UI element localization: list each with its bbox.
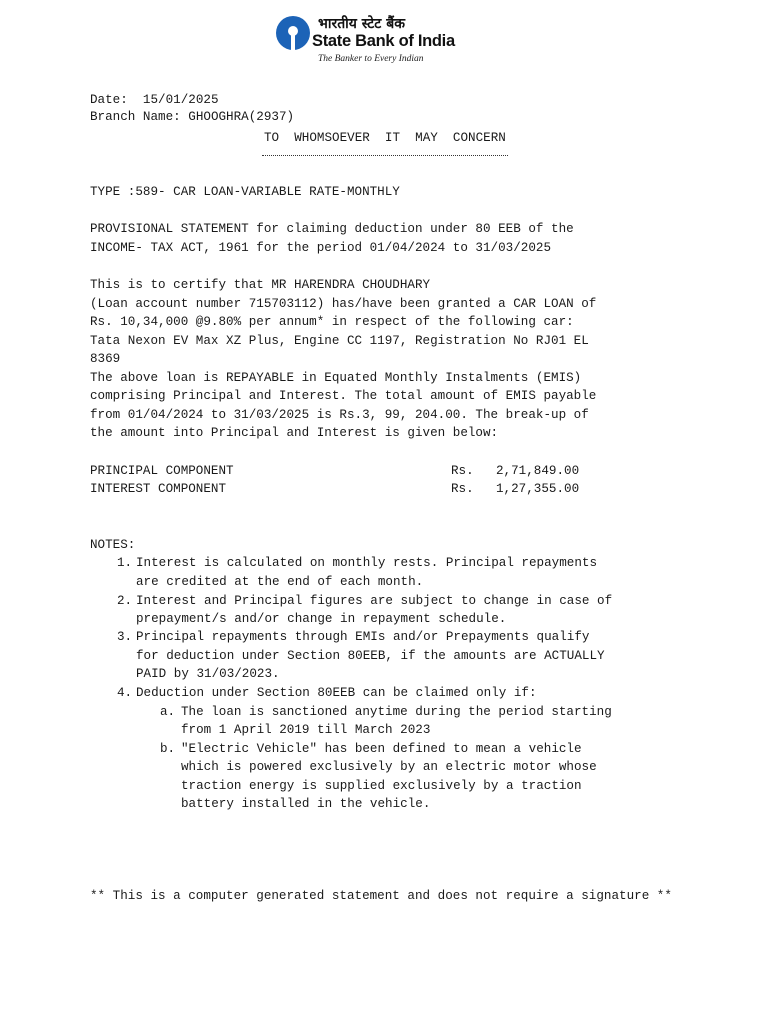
notes-heading: NOTES: [90,538,136,552]
certify-line-4: Tata Nexon EV Max XZ Plus, Engine CC 1197, Registration No RJ01 EL [90,334,589,348]
note-1-line-1: Interest is calculated on monthly rests. Principal repayments [136,556,598,570]
sbi-keyhole-icon [276,16,310,50]
branch-label: Branch Name: [90,110,181,124]
note-1-number: 1. [117,556,133,570]
note-4a-letter: a. [160,705,176,719]
addressee-heading: TO WHOMSOEVER IT MAY CONCERN [264,131,506,145]
branch-line [90,108,294,127]
principal-label: PRINCIPAL COMPONENT [90,464,234,478]
note-4-line-1: Deduction under Section 80EEB can be claimed only if: [136,686,537,700]
note-1-line-2: are credited at the end of each month. [136,575,424,589]
principal-currency: Rs. [451,464,474,478]
note-2-line-1: Interest and Principal figures are subject to change in case of [136,594,613,608]
logo-tagline: The Banker to Every Indian [318,54,424,64]
interest-amount: 1,27,355.00 [496,482,580,496]
note-4a-line-2: from 1 April 2019 till March 2023 [181,723,431,737]
note-3-line-3: PAID by 31/03/2023. [136,667,280,681]
certify-line-8: from 01/04/2024 to 31/03/2025 is Rs.3, 99, 204.00. The break-up of [90,408,589,422]
certify-line-3: Rs. 10,34,000 @9.80% per annum* in respect of the following car: [90,315,574,329]
interest-currency: Rs. [451,482,474,496]
date-line [90,91,219,110]
note-2-number: 2. [117,594,133,608]
interest-label: INTEREST COMPONENT [90,482,227,496]
certify-line-5: 8369 [90,352,121,366]
branch-value: GHOOGHRA(2937) [188,110,295,124]
principal-amount: 2,71,849.00 [496,464,580,478]
certify-line-1: This is to certify that MR HARENDRA CHOUDHARY [90,278,431,292]
note-4b-line-4: battery installed in the vehicle. [181,797,431,811]
certify-line-9: the amount into Principal and Interest is given below: [90,426,499,440]
certify-line-7: comprising Principal and Interest. The total amount of EMIS payable [90,389,597,403]
statement-line-2: INCOME- TAX ACT, 1961 for the period 01/04/2024 to 31/03/2025 [90,241,552,255]
note-4b-line-1: "Electric Vehicle" has been defined to mean a vehicle [181,742,582,756]
note-4b-line-2: which is powered exclusively by an electric motor whose [181,760,597,774]
logo-hindi-text: भारतीय स्टेट बैंक [318,16,405,32]
loan-type-line: TYPE :589- CAR LOAN-VARIABLE RATE-MONTHLY [90,185,400,199]
note-3-line-2: for deduction under Section 80EEB, if the amounts are ACTUALLY [136,649,605,663]
note-4a-line-1: The loan is sanctioned anytime during the period starting [181,705,612,719]
statement-line-1: PROVISIONAL STATEMENT for claiming deduction under 80 EEB of the [90,222,574,236]
note-4b-line-3: traction energy is supplied exclusively by a traction [181,779,582,793]
date-label: Date: [90,93,128,107]
logo-bank-name: State Bank of India [312,32,455,50]
sbi-logo [276,14,466,70]
date-value: 15/01/2025 [142,93,219,107]
addressee-underline [262,155,508,156]
certify-line-2: (Loan account number 715703112) has/have been granted a CAR LOAN of [90,297,597,311]
note-3-line-1: Principal repayments through EMIs and/or Prepayments qualify [136,630,590,644]
note-4-number: 4. [117,686,133,700]
certify-line-6: The above loan is REPAYABLE in Equated Monthly Instalments (EMIS) [90,371,582,385]
note-2-line-2: prepayment/s and/or change in repayment schedule. [136,612,507,626]
note-3-number: 3. [117,630,133,644]
note-4b-letter: b. [160,742,176,756]
footer-disclaimer: ** This is a computer generated statement and does not require a signature ** [90,889,672,903]
